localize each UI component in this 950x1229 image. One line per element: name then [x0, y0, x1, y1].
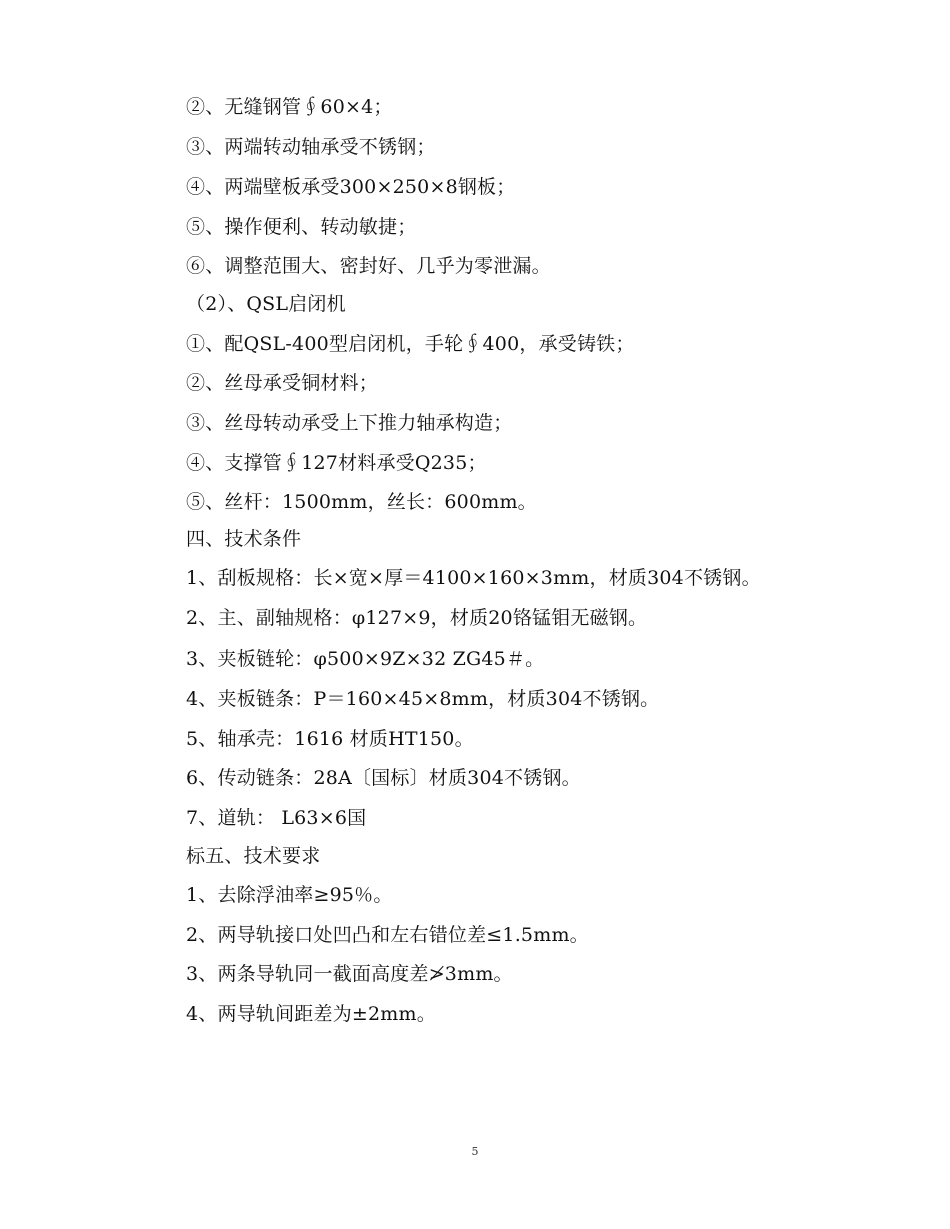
- text-line: ③、两端转动轴承受不锈钢；: [186, 136, 436, 158]
- text-line: 2、主、副轴规格：φ127×9，材质20铬锰钼无磁钢。: [186, 607, 648, 629]
- text-line: ⑥、调整范围大、密封好、几乎为零泄漏。: [186, 255, 551, 277]
- text-line: ②、无缝钢管∮60×4；: [186, 96, 393, 118]
- text-line: ③、丝母转动承受上下推力轴承构造；: [186, 412, 513, 434]
- text-line: 5、轴承壳：1616 材质HT150。: [186, 728, 474, 750]
- text-line: 4、夹板链条：P＝160×45×8mm，材质304不锈钢。: [186, 688, 660, 710]
- text-line: ①、配QSL-400型启闭机，手轮∮400，承受铸铁；: [186, 333, 635, 355]
- text-line: ④、两端壁板承受300×250×8钢板；: [186, 176, 516, 198]
- text-line: ⑤、丝杆：1500mm，丝长：600mm。: [186, 491, 537, 513]
- text-line: 7、道轨： L63×6国: [186, 807, 367, 829]
- text-line: 1、去除浮油率≥95％。: [186, 884, 393, 906]
- text-line: 4、两导轨间距差为±2mm。: [186, 1003, 436, 1025]
- section-subheading: （2）、QSL启闭机: [186, 293, 346, 315]
- page-number: 5: [471, 1145, 479, 1158]
- text-line: 6、传动链条：28A〔国标〕材质304不锈钢。: [186, 767, 581, 789]
- text-line: 3、夹板链轮：φ500×9Z×32 ZG45＃。: [186, 648, 545, 670]
- text-line: 2、两导轨接口处凹凸和左右错位差≤1.5mm。: [186, 924, 589, 946]
- text-line: ②、丝母承受铜材料；: [186, 372, 379, 394]
- text-line: 3、两条导轨同一截面高度差≯3mm。: [186, 963, 513, 985]
- text-line: ④、支撑管∮127材料承受Q235；: [186, 452, 487, 474]
- text-line: ⑤、操作便利、转动敏捷；: [186, 216, 417, 238]
- text-line: 1、刮板规格：长×宽×厚＝4100×160×3mm，材质304不锈钢。: [186, 567, 761, 589]
- section-heading: 标五、技术要求: [186, 845, 321, 867]
- section-heading: 四、技术条件: [186, 528, 302, 550]
